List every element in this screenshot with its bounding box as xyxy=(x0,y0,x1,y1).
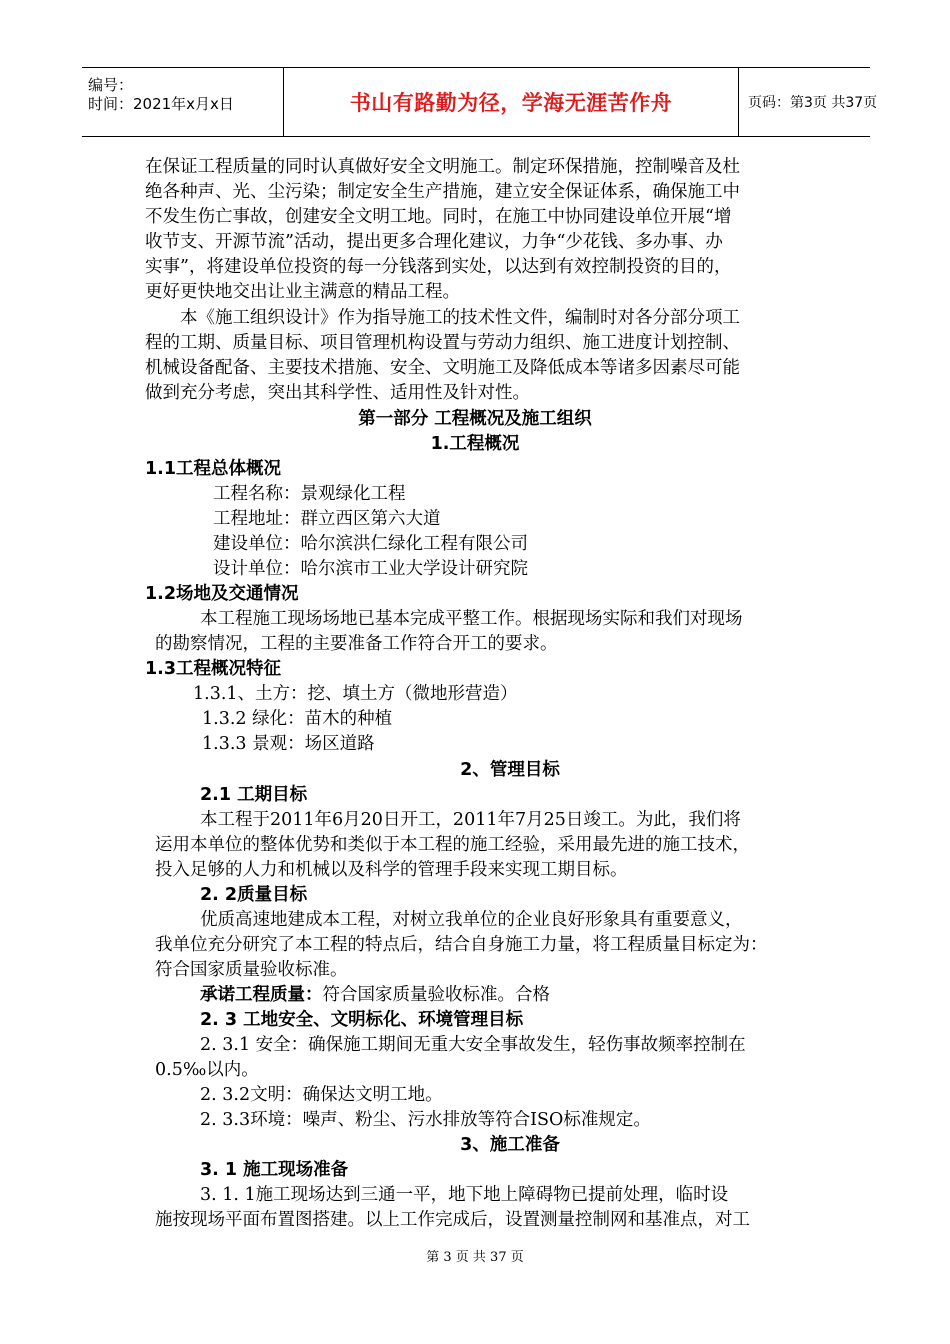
body-line: 实事”，将建设单位投资的每一分钱落到实处，以达到有效控制投资的目的， xyxy=(145,257,732,277)
header-page-info: 页码：第3页 共37页 xyxy=(748,95,878,111)
project-info-item: 设计单位：哈尔滨市工业大学设计研究院 xyxy=(213,559,528,579)
feature-item: 1.3.3 景观：场区道路 xyxy=(202,734,375,754)
body-line: 程的工期、质量目标、项目管理机构设置与劳动力组织、施工进度计划控制、 xyxy=(145,333,740,353)
body-line: 符合国家质量验收标准。 xyxy=(155,960,348,980)
body-line: 运用本单位的整体优势和类似于本工程的施工经验，采用最先进的施工技术， xyxy=(155,835,750,855)
quality-commitment xyxy=(200,983,550,1008)
quality-commitment-text: 符合国家质量验收标准。合格 xyxy=(322,985,550,1005)
project-info-item: 建设单位：哈尔滨洪仁绿化工程有限公司 xyxy=(213,534,528,554)
body-line: 施按现场平面布置图搭建。以上工作完成后，设置测量控制网和基准点，对工 xyxy=(155,1210,750,1230)
feature-item: 1.3.2 绿化：苗木的种植 xyxy=(202,709,393,729)
subsection-title: 1.3工程概况特征 xyxy=(145,659,282,679)
body-line: 更好更快地交出让业主满意的精品工程。 xyxy=(145,282,460,302)
body-line: 2. 3.1 安全：确保施工期间无重大安全事故发生，轻伤事故频率控制在 xyxy=(200,1035,746,1055)
body-line: 我单位充分研究了本工程的特点后，结合自身施工力量，将工程质量目标定为： xyxy=(155,935,768,955)
body-line: 3. 1. 1施工现场达到三通一平，地下地上障碍物已提前处理，临时设 xyxy=(200,1185,729,1205)
body-line: 收节支、开源节流”活动，提出更多合理化建议，力争“少花钱、多办事、办 xyxy=(145,232,723,252)
doc-date-label: 时间：2021年x月x日 xyxy=(88,95,234,113)
section-title: 1.工程概况 xyxy=(430,434,520,454)
body-line: 投入足够的人力和机械以及科学的管理手段来实现工期目标。 xyxy=(155,860,628,880)
body-line: 0.5‰以内。 xyxy=(155,1060,259,1080)
body-line: 不发生伤亡事故，创建安全文明工地。同时，在施工中协同建设单位开展“增 xyxy=(145,207,732,227)
subsection-title: 1.1工程总体概况 xyxy=(145,459,282,479)
header-meta-cell xyxy=(82,68,282,136)
part-title: 第一部分 工程概况及施工组织 xyxy=(358,409,592,429)
body-line: 机械设备配备、主要技术措施、安全、文明施工及降低成本等诸多因素尽可能 xyxy=(145,358,740,378)
body-line: 本工程于2011年6月20日开工，2011年7月25日竣工。为此，我们将 xyxy=(200,810,741,830)
page-header xyxy=(82,67,878,137)
section-title: 2、管理目标 xyxy=(460,760,560,780)
body-line: 本《施工组织设计》作为指导施工的技术性文件，编制时对各分部分项工 xyxy=(180,308,740,328)
body-line: 做到充分考虑，突出其科学性、适用性及针对性。 xyxy=(145,383,530,403)
quality-commitment-label: 承诺工程质量： xyxy=(200,985,323,1005)
project-info-item: 工程地址：群立西区第六大道 xyxy=(213,509,441,529)
body-line: 2. 3.3环境：噪声、粉尘、污水排放等符合ISO标准规定。 xyxy=(200,1110,651,1130)
project-info-item: 工程名称：景观绿化工程 xyxy=(213,484,406,504)
section-title: 3、施工准备 xyxy=(460,1135,560,1155)
body-line: 绝各种声、光、尘污染；制定安全生产措施，建立安全保证体系，确保施工中 xyxy=(145,182,740,202)
body-line: 的勘察情况，工程的主要准备工作符合开工的要求。 xyxy=(155,634,558,654)
header-motto: 书山有路勤为径，学海无涯苦作舟 xyxy=(283,68,739,136)
body-line: 本工程施工现场场地已基本完成平整工作。根据现场实际和我们对现场 xyxy=(200,609,743,629)
doc-number-label: 编号： xyxy=(88,76,134,94)
page-footer: 第 3 页 共 37 页 xyxy=(426,1250,524,1265)
subsection-title: 3. 1 施工现场准备 xyxy=(200,1160,349,1180)
feature-item: 1.3.1、土方：挖、填土方（微地形营造） xyxy=(193,684,518,704)
subsection-title: 2. 2质量目标 xyxy=(200,885,308,905)
subsection-title: 2. 3 工地安全、文明标化、环境管理目标 xyxy=(200,1010,524,1030)
body-line: 2. 3.2文明：确保达文明工地。 xyxy=(200,1085,443,1105)
subsection-title: 2.1 工期目标 xyxy=(200,785,308,805)
body-line: 在保证工程质量的同时认真做好安全文明施工。制定环保措施，控制噪音及杜 xyxy=(145,157,740,177)
body-line: 优质高速地建成本工程，对树立我单位的企业良好形象具有重要意义， xyxy=(200,910,743,930)
subsection-title: 1.2场地及交通情况 xyxy=(145,584,299,604)
